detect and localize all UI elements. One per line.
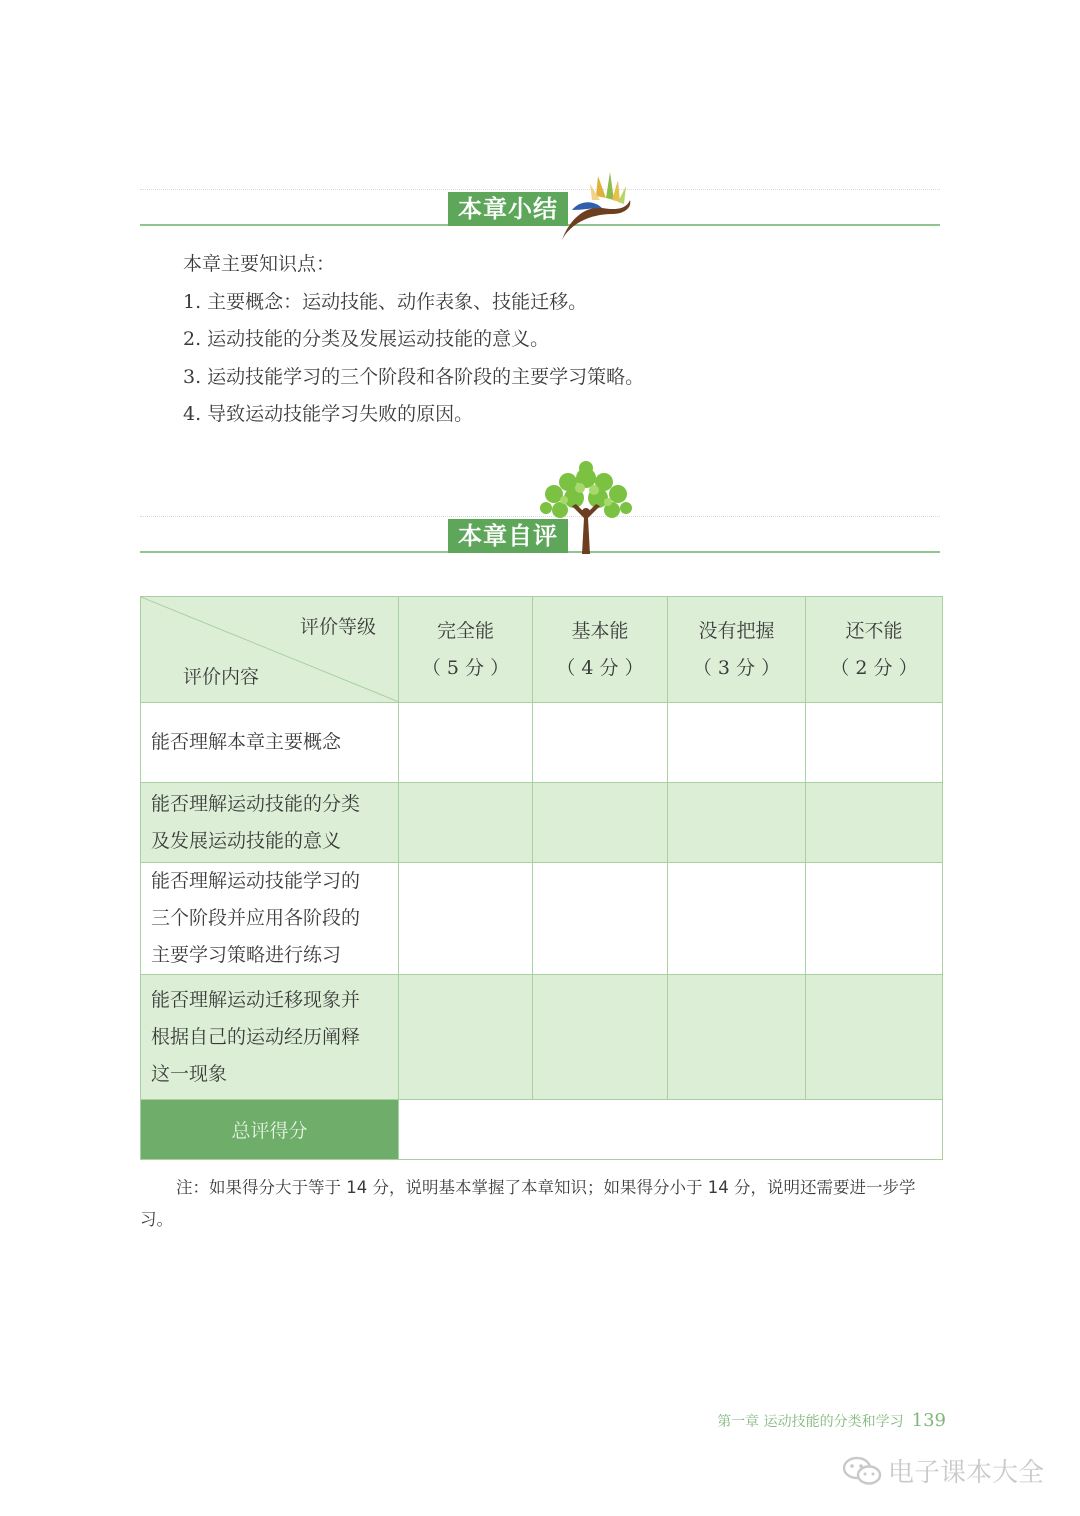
hand-leaves-icon <box>556 170 636 246</box>
summary-top-rule <box>140 189 940 190</box>
level-header <box>399 597 533 703</box>
level-score: （ 4 分 ） <box>556 656 644 679</box>
score-cell[interactable] <box>399 703 533 783</box>
eval-title: 本章自评 <box>448 519 568 553</box>
score-cell[interactable] <box>806 783 943 863</box>
criterion-line: 能否理解运动迁移现象并 <box>151 988 361 1011</box>
total-row <box>141 1100 943 1160</box>
corner-level-label: 评价等级 <box>299 616 376 638</box>
score-cell[interactable] <box>533 703 668 783</box>
criterion-cell <box>141 703 399 783</box>
criterion-line: 根据自己的运动经历阐释 <box>151 1025 361 1048</box>
summary-point: 1. 主要概念：运动技能、动作表象、技能迁移。 <box>183 290 588 313</box>
score-cell[interactable] <box>399 863 533 975</box>
criterion-cell <box>141 783 399 863</box>
criterion-line: 能否理解本章主要概念 <box>151 731 342 753</box>
level-name: 完全能 <box>436 619 494 642</box>
criterion-line: 主要学习策略进行练习 <box>151 944 342 966</box>
score-cell[interactable] <box>806 863 943 975</box>
criterion-cell <box>141 863 399 975</box>
summary-block <box>183 246 644 434</box>
score-cell[interactable] <box>668 975 806 1100</box>
table-row <box>141 975 943 1100</box>
table-header-row <box>141 597 943 703</box>
level-score: （ 5 分 ） <box>421 656 510 679</box>
wechat-icon <box>842 1455 882 1487</box>
table-row <box>141 863 943 975</box>
table-row <box>141 703 943 783</box>
corner-cell <box>141 597 399 703</box>
score-cell[interactable] <box>806 975 943 1100</box>
chapter-title: 第一章 运动技能的分类和学习 <box>717 1414 904 1430</box>
score-cell[interactable] <box>533 783 668 863</box>
criterion-line: 能否理解运动技能的分类 <box>151 792 361 815</box>
level-header <box>668 597 806 703</box>
score-cell[interactable] <box>399 783 533 863</box>
eval-note: 注：如果得分大于等于 14 分，说明基本掌握了本章知识；如果得分小于 14 分，说明还需要进一步学习。 <box>140 1178 916 1229</box>
watermark-text: 电子课本大全 <box>888 1458 1045 1488</box>
level-header <box>533 597 668 703</box>
score-cell[interactable] <box>533 975 668 1100</box>
page-footer <box>717 1410 946 1431</box>
criterion-cell <box>141 975 399 1100</box>
summary-title: 本章小结 <box>448 192 568 226</box>
level-name: 还不能 <box>845 619 903 642</box>
summary-point: 2. 运动技能的分类及发展运动技能的意义。 <box>183 328 550 350</box>
criterion-line: 三个阶段并应用各阶段的 <box>151 907 361 929</box>
criterion-line: 能否理解运动技能学习的 <box>151 870 361 892</box>
summary-intro: 本章主要知识点： <box>183 253 336 275</box>
score-cell[interactable] <box>668 703 806 783</box>
score-cell[interactable] <box>399 975 533 1100</box>
summary-point: 4. 导致运动技能学习失败的原因。 <box>183 403 474 425</box>
score-cell[interactable] <box>668 863 806 975</box>
score-cell[interactable] <box>668 783 806 863</box>
watermark <box>842 1452 1044 1489</box>
eval-table <box>140 596 943 1160</box>
table-row <box>141 783 943 863</box>
level-header <box>806 597 943 703</box>
score-cell[interactable] <box>533 863 668 975</box>
total-score-label: 总评得分 <box>141 1100 399 1160</box>
tree-icon <box>538 460 634 554</box>
summary-point: 3. 运动技能学习的三个阶段和各阶段的主要学习策略。 <box>183 365 645 388</box>
criterion-line: 这一现象 <box>151 1062 228 1085</box>
score-cell[interactable] <box>806 703 943 783</box>
level-score: （ 3 分 ） <box>692 656 781 679</box>
level-score: （ 2 分 ） <box>830 656 918 679</box>
corner-content-label: 评价内容 <box>183 666 260 688</box>
page-number: 139 <box>911 1410 946 1431</box>
total-score-cell[interactable] <box>399 1100 943 1160</box>
criterion-line: 及发展运动技能的意义 <box>151 829 342 852</box>
level-name: 基本能 <box>571 619 629 642</box>
level-name: 没有把握 <box>698 619 775 642</box>
